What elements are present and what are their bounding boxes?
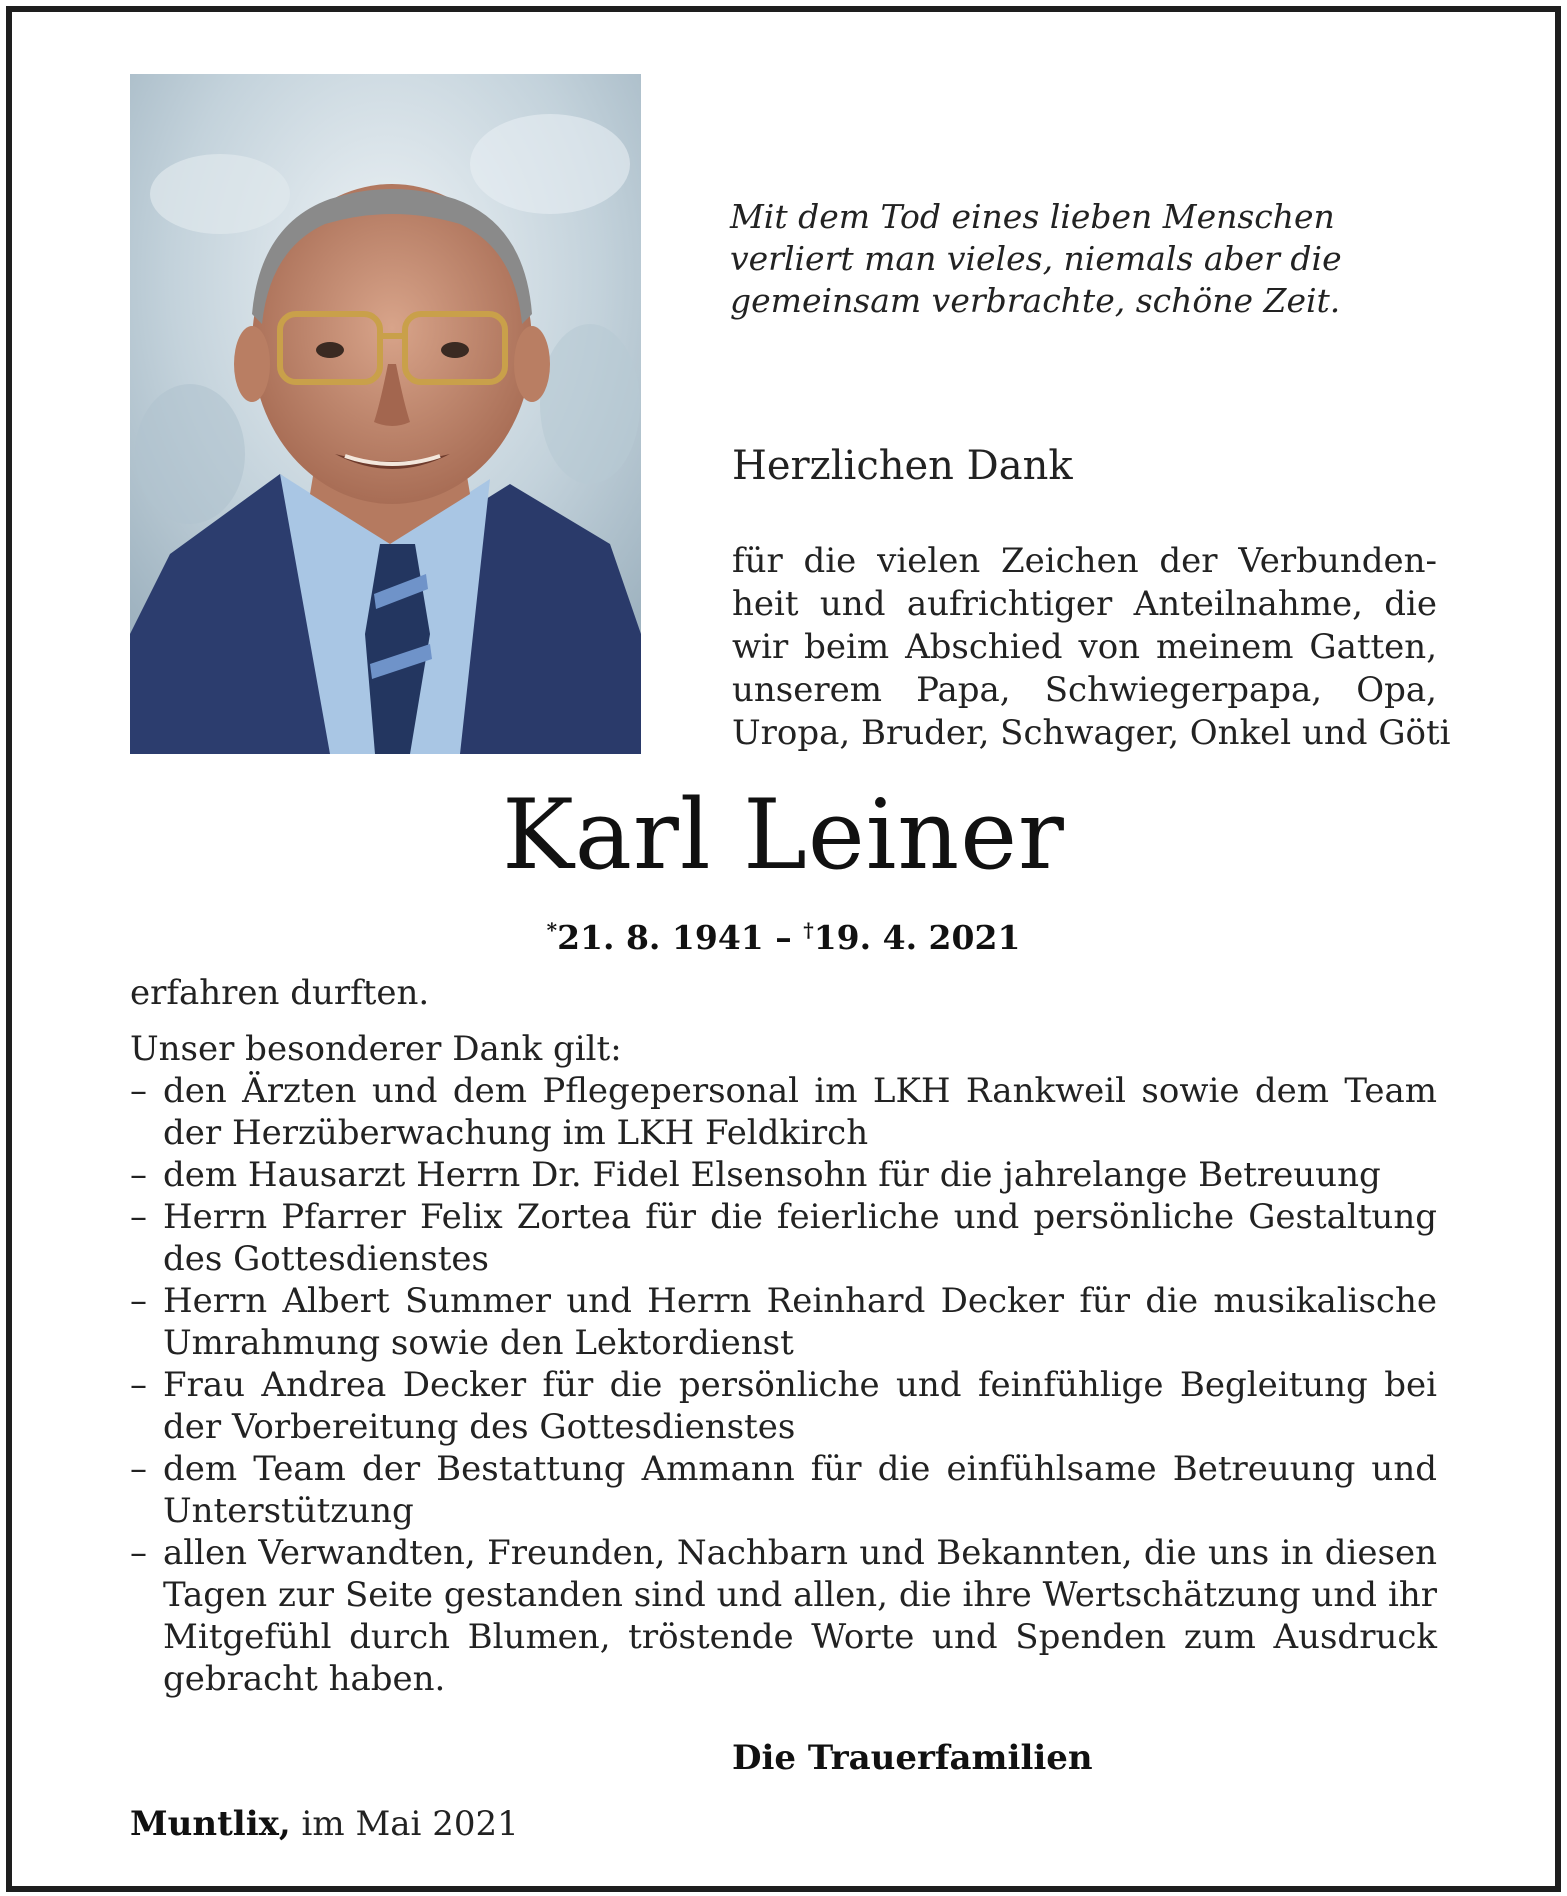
list-dash: –	[130, 1281, 147, 1321]
deceased-name: Karl Leiner	[502, 779, 1065, 891]
birth-date: 21. 8. 1941	[557, 918, 764, 957]
thanks-list	[130, 1070, 1437, 1700]
list-dash: –	[130, 1197, 147, 1237]
quote-line: Mit dem Tod eines lieben Menschen	[730, 197, 1335, 236]
list-item-text: Frau Andrea Decker für die persönliche und feinfühlige Begleitung bei der Vorbereitung des Gottesdienstes	[163, 1365, 1437, 1447]
list-dash: –	[130, 1365, 147, 1405]
list-item	[130, 1070, 1437, 1154]
place-and-date	[130, 1802, 519, 1846]
list-item	[130, 1280, 1437, 1364]
list-item	[130, 1364, 1437, 1448]
list-dash: –	[130, 1449, 147, 1489]
intro-line: unserem Papa, Schwiegerpapa, Opa,	[732, 670, 1437, 710]
list-dash: –	[130, 1071, 147, 1111]
intro-line: wir beim Abschied von meinem Gatten,	[732, 627, 1437, 667]
portrait-photo-icon	[130, 74, 641, 754]
signature: Die Trauerfamilien	[732, 1738, 1093, 1778]
list-item	[130, 1448, 1437, 1532]
intro-line: Uropa, Bruder, Schwager, Onkel und Göti	[732, 713, 1451, 753]
intro-line: für die vielen Zeichen der Verbunden-	[732, 541, 1437, 581]
birth-symbol: *	[546, 918, 558, 942]
intro-line: heit und aufrichtiger Anteilnahme, die	[732, 584, 1437, 624]
list-item	[130, 1532, 1437, 1700]
portrait-photo	[130, 74, 641, 754]
thanks-heading: Herzlichen Dank	[732, 443, 1073, 489]
death-date: 19. 4. 2021	[813, 918, 1021, 957]
thanks-body	[130, 972, 1437, 1700]
list-item-text: allen Verwandten, Freunden, Nachbarn und Bekannten, die uns in diesen Tagen zur Seite gestanden sind und allen, die ihre Wertschätzung und ihr Mitgefühl durch Blumen, tröstende Worte und Spenden zum Ausdruck gebracht haben.	[163, 1533, 1437, 1699]
list-item-text: Herrn Albert Summer und Herrn Reinhard Decker für die musikalische Umrahmung sowie den Lektordienst	[163, 1281, 1437, 1363]
continuation-text: erfahren durften.	[130, 973, 430, 1013]
list-dash: –	[130, 1533, 147, 1573]
death-symbol: †	[803, 918, 814, 942]
list-item-text: dem Hausarzt Herrn Dr. Fidel Elsensohn für die jahrelange Betreuung	[163, 1155, 1381, 1195]
list-item-text: den Ärzten und dem Pflegepersonal im LKH Rankweil sowie dem Team der Herzüberwachung im LKH Feldkirch	[163, 1071, 1437, 1153]
list-item	[130, 1154, 1437, 1196]
life-dates	[0, 908, 1567, 960]
list-dash: –	[130, 1155, 147, 1195]
intro-paragraph	[732, 540, 1451, 755]
place-date: im Mai 2021	[301, 1804, 519, 1844]
place-town: Muntlix,	[130, 1804, 291, 1844]
quote-line: verliert man vieles, niemals aber die	[730, 239, 1342, 278]
list-item-text: Herrn Pfarrer Felix Zortea für die feierliche und persönliche Gestaltung des Gottesdienstes	[163, 1197, 1437, 1279]
list-item	[130, 1196, 1437, 1280]
special-thanks-heading: Unser besonderer Dank gilt:	[130, 1029, 622, 1069]
quote-line: gemeinsam verbrachte, schöne Zeit.	[730, 281, 1341, 320]
list-item-text: dem Team der Bestattung Ammann für die einfühlsame Betreuung und Unterstützung	[163, 1449, 1437, 1531]
date-separator: –	[775, 918, 792, 957]
memorial-quote	[730, 196, 1470, 322]
